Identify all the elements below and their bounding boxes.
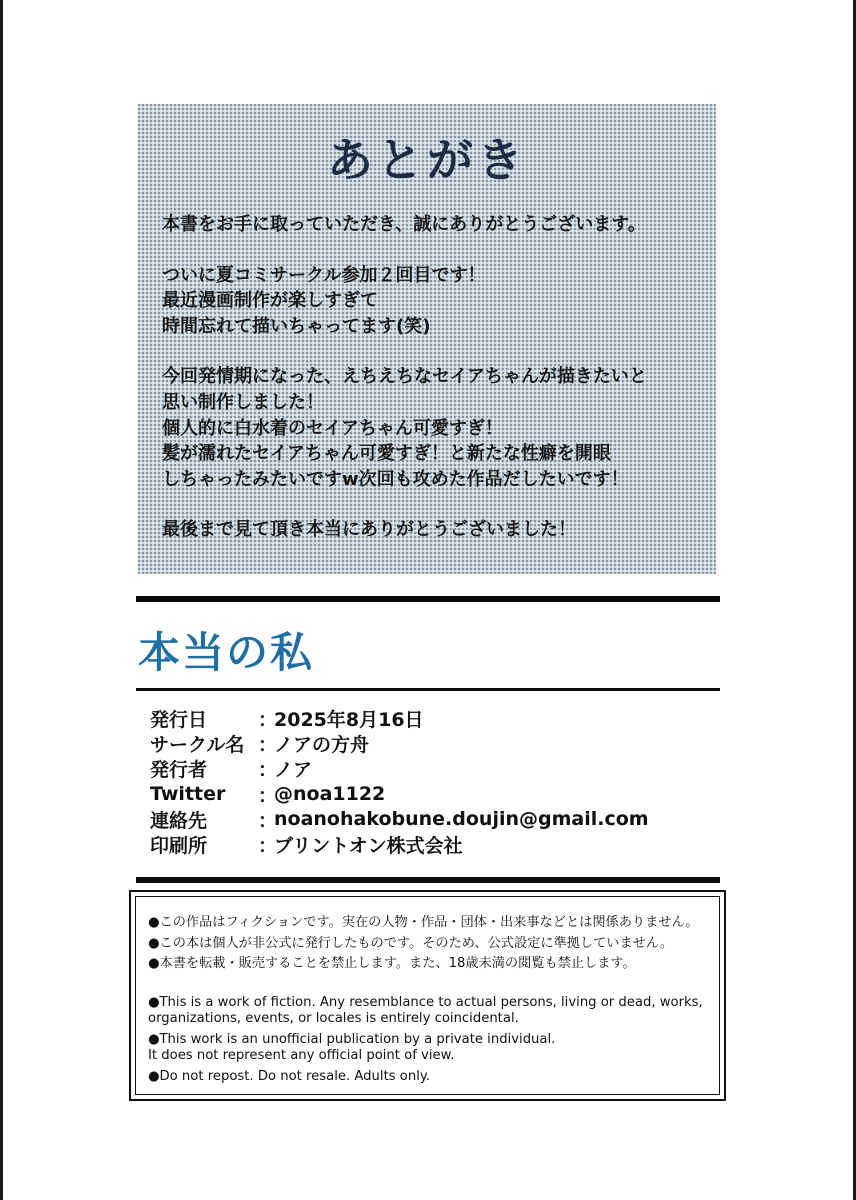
colophon-value: ノア [274,759,313,782]
afterword-box [138,104,716,574]
disclaimer-en-line: It does not represent any official point of view. [148,1047,455,1063]
afterword-paragraph [162,212,702,238]
colophon-separator: ： [258,784,278,807]
afterword-line: 最近漫画制作が楽しすぎて [162,290,378,312]
afterword-line: 時間忘れて描いちゃってます(笑) [162,315,431,337]
colophon-label: Twitter [150,783,226,806]
colophon-value: 2025年8月16日 [274,709,424,732]
disclaimer-box [129,890,726,1101]
divider-rule-bottom [136,877,720,883]
divider-rule-title [136,688,720,691]
afterword-line: 本書をお手に取っていただき、誠にありがとうございます。 [162,214,646,235]
contact-email: noanohakobune.doujin@gmail.com [274,808,649,831]
afterword-line: しちゃったみたいですw次回も攻めた作品だしたいです！ [162,468,629,490]
colophon-value: ブリントオン株式会社 [274,835,463,858]
disclaimer-jp-line: ●この作品はフィクションです。実在の人物・作品・団体・出来事などとは関係ありません。 [148,915,699,930]
colophon-value: ノアの方舟 [274,734,370,757]
afterword-line: 今回発情期になった、えちえちなセイアちゃんが描きたいと [162,366,647,388]
twitter-handle: @noa1122 [274,783,386,806]
disclaimer-en-line: ●Do not repost. Do not resale. Adults only. [148,1068,431,1084]
colophon-row-twitter [150,782,710,807]
colophon-row-contact [150,807,710,832]
disclaimer-en-block [148,995,719,1085]
afterword-paragraph [162,364,702,492]
disclaimer-en-line: ●This work is an unofficial publication by a private individual. [148,1031,556,1047]
divider-rule-top [136,596,720,602]
book-title: 本当の私 [138,628,315,677]
colophon-separator: ： [258,809,278,832]
colophon-row-circle [150,731,710,756]
afterword-line: 個人的に白水着のセイアちゃん可愛すぎ！ [162,417,503,439]
afterword-title: あとがき [327,133,527,187]
afterword-line: 髪が濡れたセイアちゃん可愛すぎ！と新たな性癖を開眼 [162,443,611,465]
disclaimer-en-line: ●This is a work of fiction. Any resemblance to actual persons, living or dead, works, [148,994,703,1010]
colophon-label: 連絡先 [150,809,208,832]
afterword-line: ついに夏コミサークル参加２回目です！ [162,264,486,286]
colophon [150,706,710,857]
colophon-separator: ： [258,835,278,858]
colophon-row-printer [150,832,710,857]
colophon-row-publisher [150,756,710,781]
colophon-separator: ： [258,759,278,782]
page-edge-left [0,0,3,1200]
colophon-row-date [150,706,710,731]
colophon-separator: ： [258,709,278,732]
colophon-label: 印刷所 [150,835,208,858]
colophon-label: 発行者 [150,759,208,782]
disclaimer-inner-frame [135,896,720,1095]
disclaimer-jp-line: ●本書を転載・販売することを禁止します。また、18歳未満の閲覧も禁止します。 [148,956,636,971]
disclaimer-jp-line: ●この本は個人が非公式に発行したものです。そのため、公式設定に準拠していません。 [148,935,674,951]
afterword-paragraph [162,517,702,543]
colophon-label: サークル名 [150,734,245,757]
afterword-body [162,212,702,568]
colophon-label: 発行日 [150,709,208,732]
afterword-paragraph [162,263,702,340]
colophon-separator: ： [258,734,278,757]
afterword-line: 思い制作しました！ [162,391,324,413]
disclaimer-en-line: organizations, events, or locales is entirely coincidental. [148,1010,519,1026]
afterword-line: 最後まで見て頂き本当にありがとうございました！ [162,519,576,541]
